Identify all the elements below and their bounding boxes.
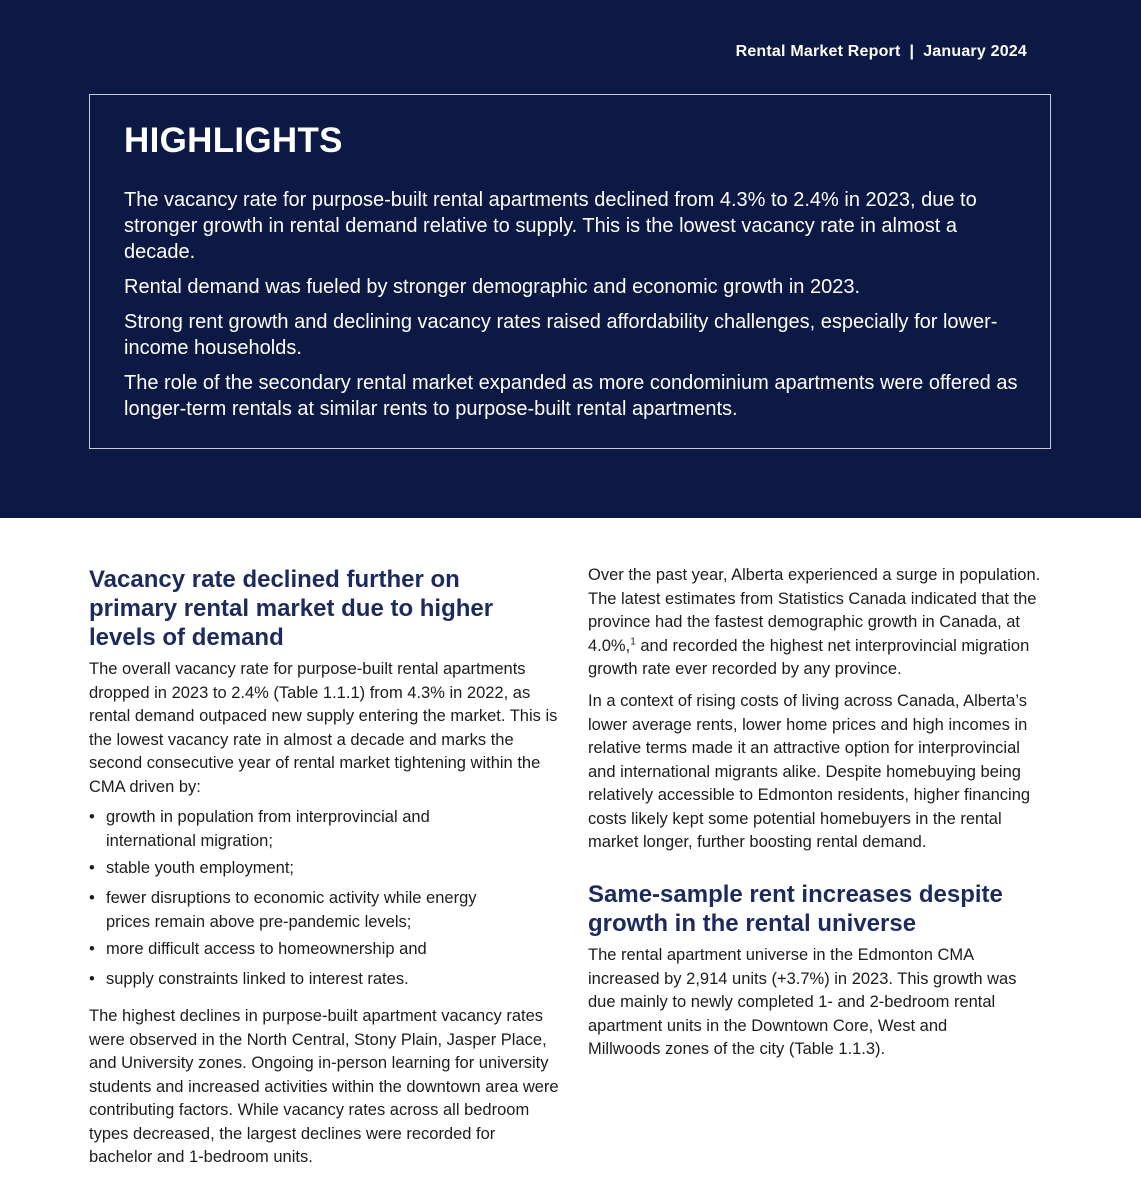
bullet-item-3 — [89, 887, 509, 934]
header-separator: | — [909, 43, 915, 60]
bullet-item-2 — [89, 857, 509, 881]
bullet-marker: • — [89, 940, 95, 958]
report-date: January 2024 — [923, 43, 1027, 60]
bullet-item-1 — [89, 806, 509, 853]
bullet-text: more difficult access to homeownership and — [106, 940, 427, 958]
alberta-population-text-cont: and recorded the highest net interprovincial migration growth rate ever recorded by any province. — [588, 636, 1030, 678]
bullet-marker: • — [89, 859, 95, 877]
bullet-text: growth in population from interprovincial and international migration; — [106, 808, 430, 850]
cost-of-living-paragraph: In a context of rising costs of living across Canada, Alberta’s lower average rents, lower home prices and high incomes in relative terms made it an attractive option for interprovincial and international migrants alike. Despite homebuying being relatively accessible to Edmonton residents, higher financing costs likely kept some potential homebuyers in the rental market longer, further boosting rental demand. — [588, 692, 1031, 851]
rent-increases-heading: Same-sample rent increases despite growth in the rental universe — [588, 881, 1003, 937]
vacancy-rate-heading: Vacancy rate declined further on primary rental market due to higher levels of demand — [89, 566, 494, 651]
vacancy-declines-paragraph: The highest declines in purpose-built apartment vacancy rates were observed in the North Central, Stony Plain, Jasper Place, and University zones. Ongoing in-person learning for university students and increased activities within the downtown area were contributing factors. While vacancy rates across all bedroom types decreased, the largest declines were recorded for bachelor and 1-bedroom units. — [89, 1007, 559, 1166]
vacancy-rate-paragraph: The overall vacancy rate for purpose-built rental apartments dropped in 2023 to 2.4% (Table 1.1.1) from 4.3% in 2022, as rental demand outpaced new supply entering the market. This is the lowest vacancy rate in almost a decade and marks the second consecutive year of rental market tightening within the CMA driven by: — [89, 660, 558, 796]
bullet-item-4 — [89, 938, 529, 962]
rental-universe-paragraph: The rental apartment universe in the Edmonton CMA increased by 2,914 units (+3.7%) in 2023. This growth was due mainly to newly completed 1- and 2-bedroom rental apartment units in the Downtown Core, West and Millwoods zones of the city (Table 1.1.3). — [588, 946, 1017, 1058]
alberta-population-text: Over the past year, Alberta experienced a surge in population. The latest estimates from Statistics Canada indicated that the province had the fastest demographic growth in Canada, at 4.0%, — [588, 566, 1041, 655]
bullet-marker: • — [89, 808, 95, 826]
report-name: Rental Market Report — [735, 43, 901, 60]
alberta-population-paragraph — [588, 564, 1048, 682]
highlights-title: HIGHLIGHTS — [124, 121, 343, 160]
highlight-item-2: Rental demand was fueled by stronger demographic and economic growth in 2023. — [124, 276, 860, 298]
bullet-text: fewer disruptions to economic activity while energy prices remain above pre-pandemic levels; — [106, 889, 477, 931]
bullet-item-5 — [89, 968, 529, 992]
highlight-item-3: Strong rent growth and declining vacancy rates raised affordability challenges, especially for lower-income households. — [124, 311, 998, 359]
highlight-item-1: The vacancy rate for purpose-built rental apartments declined from 4.3% to 2.4% in 2023, due to stronger growth in rental demand relative to supply. This is the lowest vacancy rate in almost a decade. — [124, 189, 977, 263]
bullet-text: stable youth employment; — [106, 859, 295, 877]
bullet-marker: • — [89, 889, 95, 907]
bullet-marker: • — [89, 970, 95, 988]
report-header — [736, 43, 1027, 61]
highlight-item-4: The role of the secondary rental market expanded as more condominium apartments were offered as longer-term rentals at similar rents to purpose-built rental apartments. — [124, 372, 1018, 420]
footnote-marker: 1 — [630, 636, 636, 647]
bullet-text: supply constraints linked to interest rates. — [106, 970, 409, 988]
